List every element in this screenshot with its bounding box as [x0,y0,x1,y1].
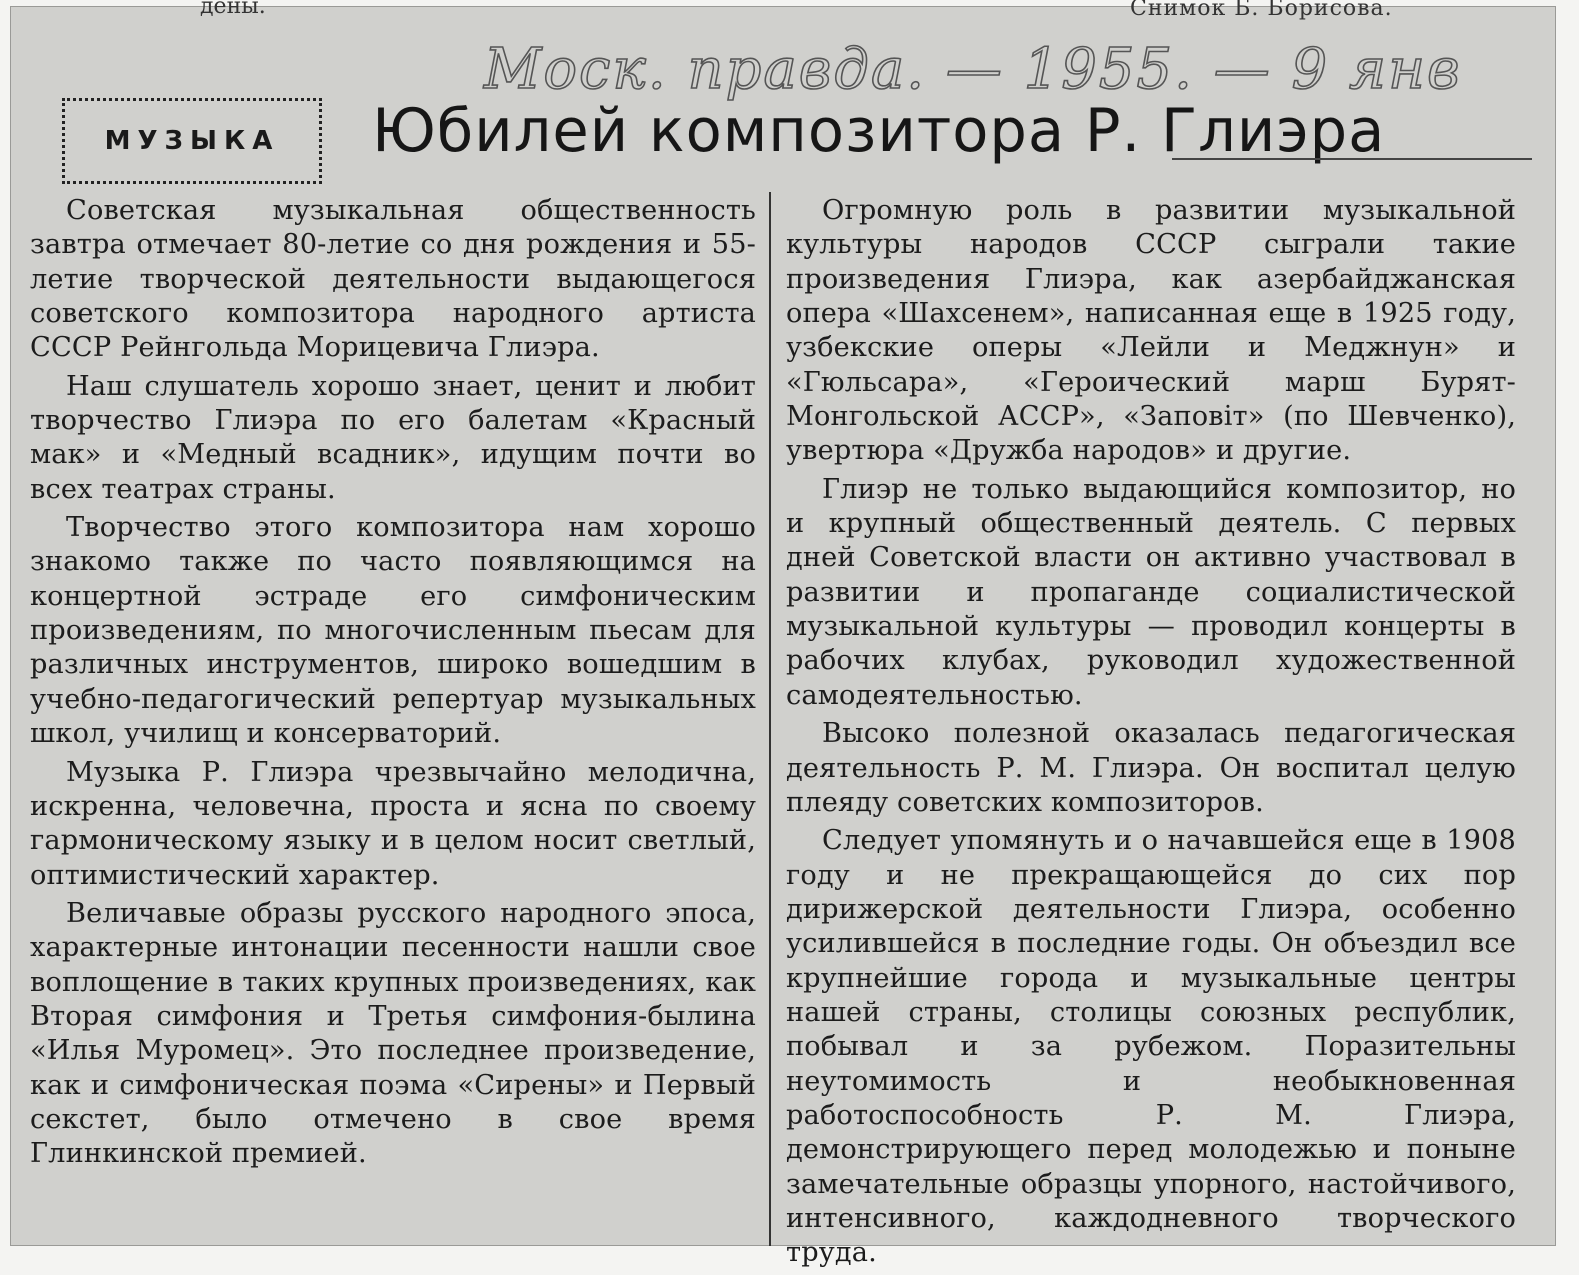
section-rubric-label: МУЗЫКА [104,126,280,156]
paragraph: Величавые образы русского народного эпоса, характерные интонации песенности нашли свое воплощение в таких крупных произведениях, как Вторая симфония и Третья симфония-былина «Илья Муромец». Это последнее произведение, как и симфоническая поэма «Сирены» и Первый секстет, было отмечено в свое время Глинкинской премией. [30,897,756,1170]
paragraph: Музыка Р. Глиэра чрезвычайно мелодична, искренна, человечна, проста и ясна по своему гармоническому языку и в целом носит светлый, оптимистический характер. [30,756,756,891]
article-left-column [30,194,756,1176]
paragraph: Высоко полезной оказалась педагогическая деятельность Р. М. Глиэра. Он воспитал целую плеяду советских композиторов. [786,718,1516,818]
paragraph: Глиэр не только выдающийся композитор, но и крупный общественный деятель. С первых дней Советской власти он активно участвовал в развитии и пропаганде социалистической музыкальной культуры — проводил концерты в рабочих клубах, руководил художественной самодеятельностью. [786,473,1516,711]
column-divider [769,192,771,1246]
handwritten-source-text: Моск. правда. — 1955. — 9 янв [484,37,1462,102]
cut-off-photo-credit: Снимок Б. Борисова. [1130,0,1393,21]
paragraph: Советская музыкальная общественность завтра отмечает 80-летие со дня рождения и 55-летие творческой деятельности выдающегося советского композитора народного артиста СССР Рейнгольда Морицевича Глиэра. [30,195,756,364]
headline-underline [1172,158,1532,160]
article-headline: Юбилей композитора Р. Глиэра [372,96,1386,166]
section-rubric-box [62,98,322,184]
article-right-column [786,194,1516,1275]
newspaper-clipping [10,0,1556,1269]
cut-off-caption-left: дены. [200,0,266,19]
paragraph: Наш слушатель хорошо знает, ценит и любит творчество Глиэра по его балетам «Красный мак» и «Медный всадник», идущим почти во всех театрах страны. [30,370,756,505]
paragraph: Следует упомянуть и о начавшейся еще в 1908 году и не прекращающейся до сих пор дирижерской деятельности Глиэра, особенно усилившейся в последние годы. Он объездил все крупнейшие города и музыкальные центры нашей страны, столицы союзных республик, побывал и за рубежом. Поразительны неутомимость и необыкновенная работоспособность Р. М. Глиэра, демонстрирующего перед молодежью и поныне замечательные образцы упорного, настойчивого, интенсивного, каждодневного творческого труда. [786,825,1516,1269]
paragraph: Творчество этого композитора нам хорошо знакомо также по часто появляющимся на концертной эстраде его симфоническим произведениям, по многочисленным пьесам для различных инструментов, широко вошедшим в учебно-педагогический репертуар музыкальных школ, училищ и консерваторий. [30,512,756,750]
paragraph: Огромную роль в развитии музыкальной культуры народов СССР сыграли такие произведения Глиэра, как азербайджанская опера «Шахсенем», написанная еще в 1925 году, узбекские оперы «Лейли и Меджнун» и «Гюльсара», «Героический марш Бурят-Монгольской АССР», «Заповiт» (по Шевченко), увертюра «Дружба народов» и другие. [786,195,1516,467]
